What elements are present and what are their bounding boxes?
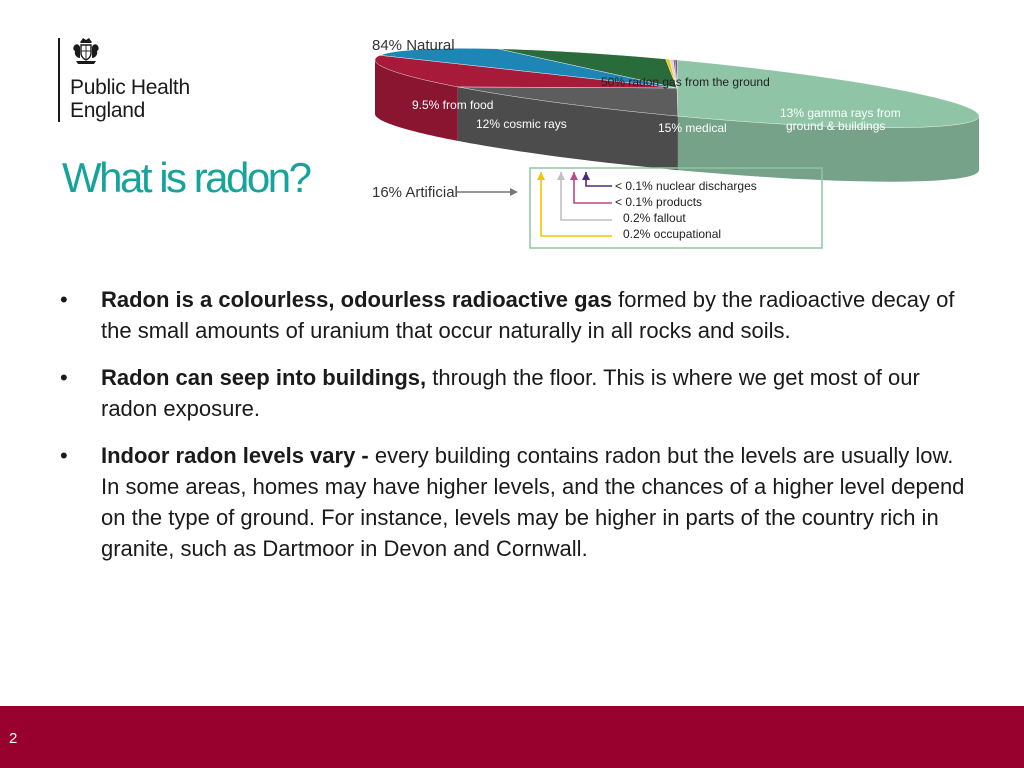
royal-coat-of-arms-icon: [70, 36, 102, 68]
occupational-arrow: [541, 172, 612, 236]
food-slice-label: 9.5% from food: [412, 98, 494, 112]
cosmic-slice-label: 12% cosmic rays: [476, 117, 567, 131]
products-arrow: [574, 172, 612, 203]
medical-slice-label: 15% medical: [658, 121, 727, 135]
logo: [58, 36, 218, 122]
radon-slice-label: 50% radon gas from the ground: [601, 75, 770, 89]
gamma-slice-label-line2: ground & buildings: [786, 119, 886, 133]
artificial-group-label: 16% Artificial: [372, 184, 458, 201]
artificial-arrow: [457, 188, 518, 196]
bullet-bold-lead: Radon is a colourless, odourless radioactive gas: [101, 287, 613, 312]
bullet-marker: •: [60, 443, 68, 468]
gamma-slice-label-line1: 13% gamma rays from: [780, 106, 901, 120]
bullet-item: [58, 284, 973, 346]
logo-divider: [58, 38, 60, 122]
page-title: What is radon?: [62, 154, 310, 201]
natural-group-label: 84% Natural: [372, 37, 455, 54]
products-label: < 0.1% products: [615, 195, 703, 209]
bullet-list: [58, 284, 973, 580]
bullet-text: formed by the radioactive decay of the small amounts of uranium that occur naturally in all rocks and soils.: [101, 287, 955, 343]
radiation-sources-pie-chart: [360, 28, 990, 253]
organisation-name: [70, 76, 190, 122]
fallout-label: 0.2% fallout: [623, 211, 686, 225]
bullet-item: [58, 362, 973, 424]
bullet-item: [58, 440, 973, 564]
bullet-text: through the floor. This is where we get most of our radon exposure.: [101, 365, 920, 421]
bullet-text: every building contains radon but the levels are usually low. In some areas, homes may have higher levels, and the chances of a higher level depend on the type of ground. For instance, levels may be higher in parts of the country rich in granite, such as Dartmoor in Devon and Cornwall.: [101, 443, 965, 561]
page-number: 2: [9, 730, 18, 747]
bullet-marker: •: [60, 287, 68, 312]
bullet-bold-lead: Radon can seep into buildings,: [101, 365, 427, 390]
organisation-name-line1: Public Health: [70, 76, 190, 99]
occupational-label: 0.2% occupational: [623, 227, 722, 241]
bullet-marker: •: [60, 365, 68, 390]
organisation-name-line2: England: [70, 99, 145, 122]
arrow-heads: [537, 172, 590, 180]
nuclear-arrow: [586, 172, 612, 186]
footer-bar: [0, 706, 1024, 768]
bullet-bold-lead: Indoor radon levels vary -: [101, 443, 369, 468]
nuclear-discharges-label: < 0.1% nuclear discharges: [615, 179, 757, 193]
